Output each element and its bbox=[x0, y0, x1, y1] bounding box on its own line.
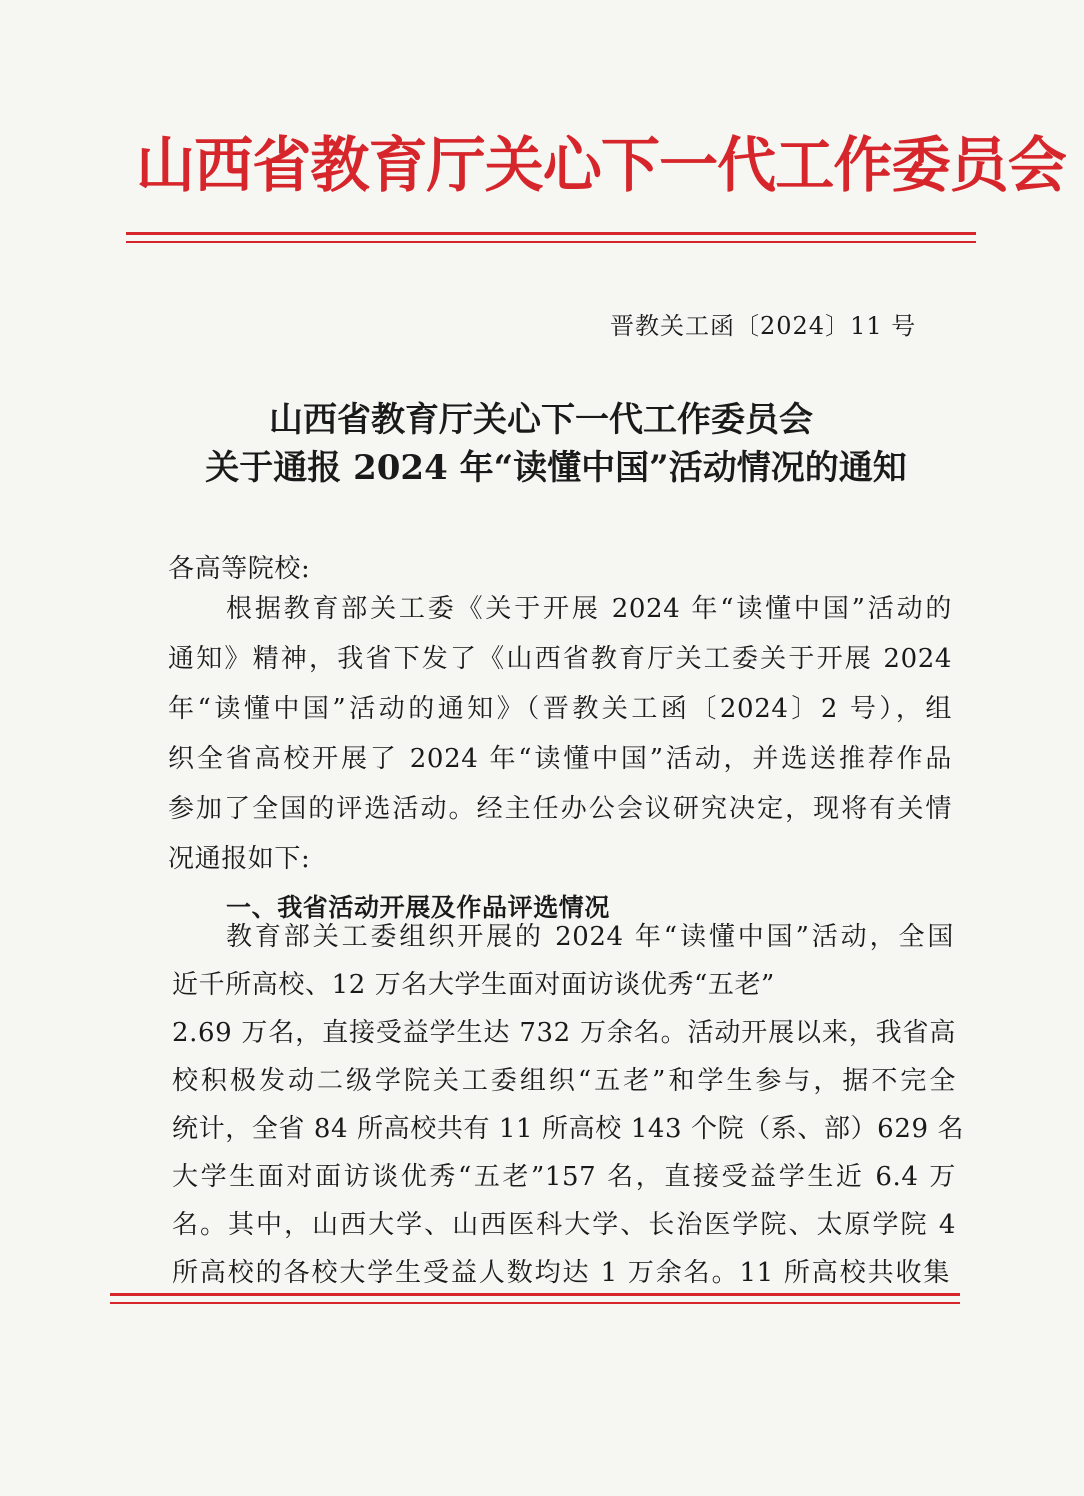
section-heading: 一、我省活动开展及作品评选情况 bbox=[226, 893, 611, 922]
letterhead-divider-thin bbox=[126, 241, 976, 243]
section-body-line: 近千所高校、12 万名大学生面对面访谈优秀“五老” bbox=[172, 970, 775, 1000]
notice-title-line2: 关于通报 2024 年“读懂中国”活动情况的通知 bbox=[205, 448, 907, 488]
body-line: 年“读懂中国”活动的通知》（晋教关工函〔2024〕2 号），组 bbox=[168, 694, 952, 724]
body-line: 通知》精神，我省下发了《山西省教育厅关工委关于开展 2024 bbox=[168, 644, 952, 674]
section-body-line: 统计，全省 84 所高校共有 11 所高校 143 个院（系、部）629 名 bbox=[172, 1114, 965, 1144]
footer-divider-thin bbox=[110, 1302, 960, 1304]
salutation: 各高等院校: bbox=[168, 554, 311, 584]
footer-divider-thick bbox=[110, 1293, 960, 1296]
body-line: 况通报如下: bbox=[168, 844, 311, 874]
section-body-line: 大学生面对面访谈优秀“五老”157 名，直接受益学生近 6.4 万 bbox=[172, 1162, 956, 1192]
document-number: 晋教关工函〔2024〕11 号 bbox=[610, 312, 917, 340]
section-body-line: 名。其中，山西大学、山西医科大学、长治医学院、太原学院 4 bbox=[172, 1210, 956, 1240]
section-body-line: 所高校的各校大学生受益人数均达 1 万余名。11 所高校共收集 bbox=[172, 1258, 950, 1288]
section-body-line: 2.69 万名，直接受益学生达 732 万余名。活动开展以来，我省高 bbox=[172, 1018, 956, 1048]
notice-title-line1: 山西省教育厅关心下一代工作委员会 bbox=[269, 400, 813, 440]
section-body-line: 教育部关工委组织开展的 2024 年“读懂中国”活动，全国 bbox=[226, 922, 954, 952]
body-line: 参加了全国的评选活动。经主任办公会议研究决定，现将有关情 bbox=[168, 794, 952, 824]
section-body-line: 校积极发动二级学院关工委组织“五老”和学生参与，据不完全 bbox=[172, 1066, 956, 1096]
org-letterhead: 山西省教育厅关心下一代工作委员会 bbox=[136, 131, 1066, 201]
body-line: 织全省高校开展了 2024 年“读懂中国”活动，并选送推荐作品 bbox=[168, 744, 952, 774]
body-line: 根据教育部关工委《关于开展 2024 年“读懂中国”活动的 bbox=[226, 594, 952, 624]
letterhead-divider-thick bbox=[126, 232, 976, 235]
